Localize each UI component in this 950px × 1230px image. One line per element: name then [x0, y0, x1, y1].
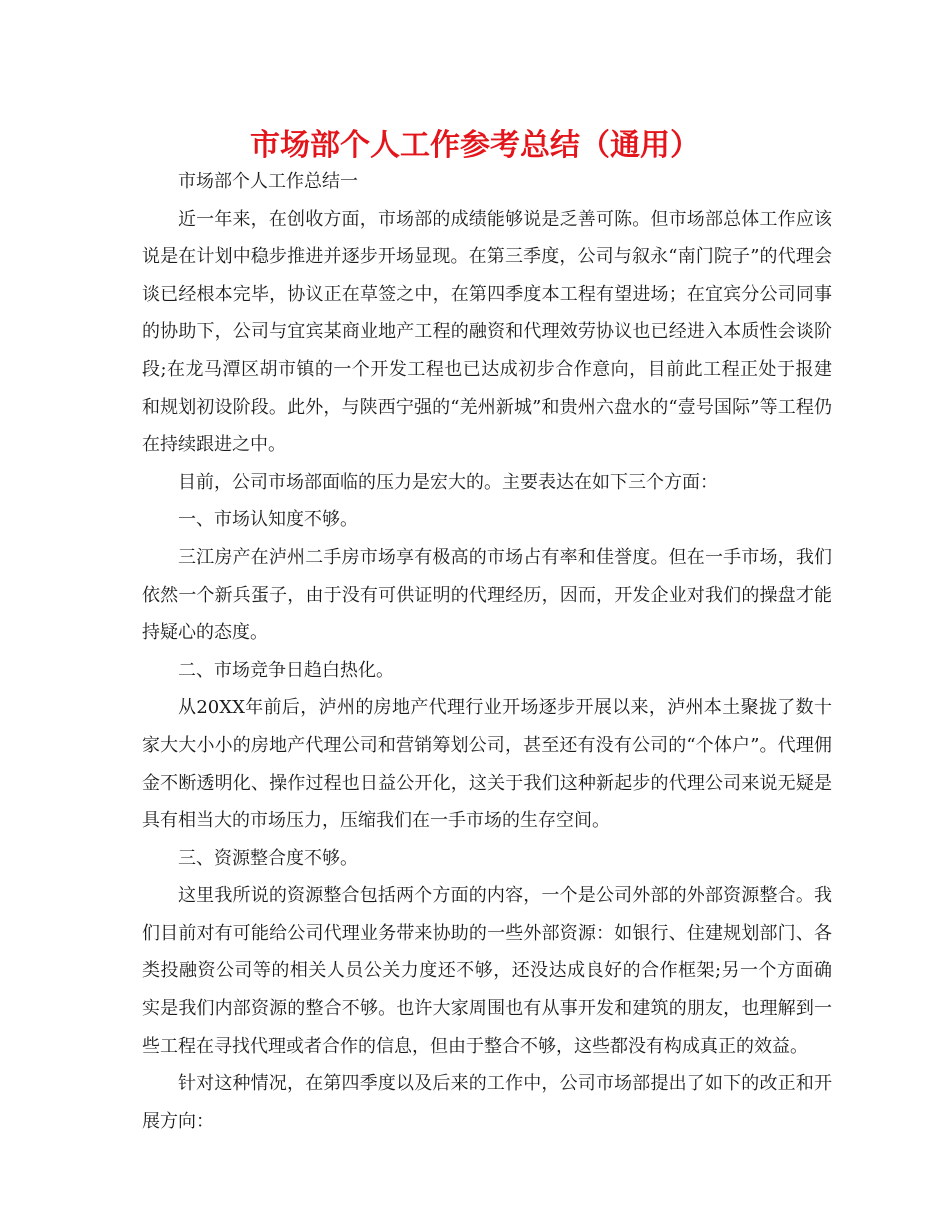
paragraph: 市场部个人工作总结一: [178, 171, 358, 192]
section-heading: 一、市场认知度不够。: [178, 509, 358, 531]
paragraph: 三江房产在泸州二手房市场享有极高的市场占有率和佳誉度。但在一手市场，我们依然一个新兵蛋子，由于没有可供证明的代理经历，因而，开发企业对我们的操盘才能持疑心的态度。: [142, 546, 832, 644]
paragraph: 这里我所说的资源整合包括两个方面的内容，一个是公司外部的外部资源整合。我们目前对有可能给公司代理业务带来协助的一些外部资源：如银行、住建规划部门、各类投融资公司等的相关人员公关力度还不够，还没达成良好的合作框架;另一个方面确实是我们内部资源的整合不够。也许大家周围也有从事开发和建筑的朋友，也理解到一些工程在寻找代理或者合作的信息，但由于整合不够，这些都没有构成真正的效益。: [142, 885, 832, 1057]
paragraph: 针对这种情况，在第四季度以及后来的工作中，公司市场部提出了如下的改正和开展方向：: [142, 1073, 832, 1132]
paragraph: 近一年来，在创收方面，市场部的成绩能够说是乏善可陈。但市场部总体工作应该说是在计划中稳步推进并逐步开场显现。在第三季度，公司与叙永“南门院子”的代理会谈已经根本完毕，协议正在草签之中，在第四季度本工程有望进场；在宜宾分公司同事的协助下，公司与宜宾某商业地产工程的融资和代理效劳协议也已经进入本质性会谈阶段;在龙马潭区胡市镇的一个开发工程也已达成初步合作意向，目前此工程正处于报建和规划初设阶段。此外，与陕西宁强的“羌州新城”和贵州六盘水的“壹号国际”等工程仍在持续跟进之中。: [142, 208, 832, 456]
document-title: 市场部个人工作参考总结（通用）: [250, 128, 700, 163]
section-heading: 三、资源整合度不够。: [178, 847, 358, 869]
document-body: [142, 163, 832, 1140]
section-heading: 二、市场竞争日趋白热化。: [178, 659, 394, 681]
paragraph: 目前，公司市场部面临的压力是宏大的。主要表达在如下三个方面：: [178, 471, 718, 493]
paragraph: 从20XX年前后，泸州的房地产代理行业开场逐步开展以来，泸州本土聚拢了数十家大大小小的房地产代理公司和营销筹划公司，甚至还有没有公司的“个体户”。代理佣金不断透明化、操作过程也日益公开化，这关于我们这种新起步的代理公司来说无疑是具有相当大的市场压力，压缩我们在一手市场的生存空间。: [142, 697, 832, 832]
